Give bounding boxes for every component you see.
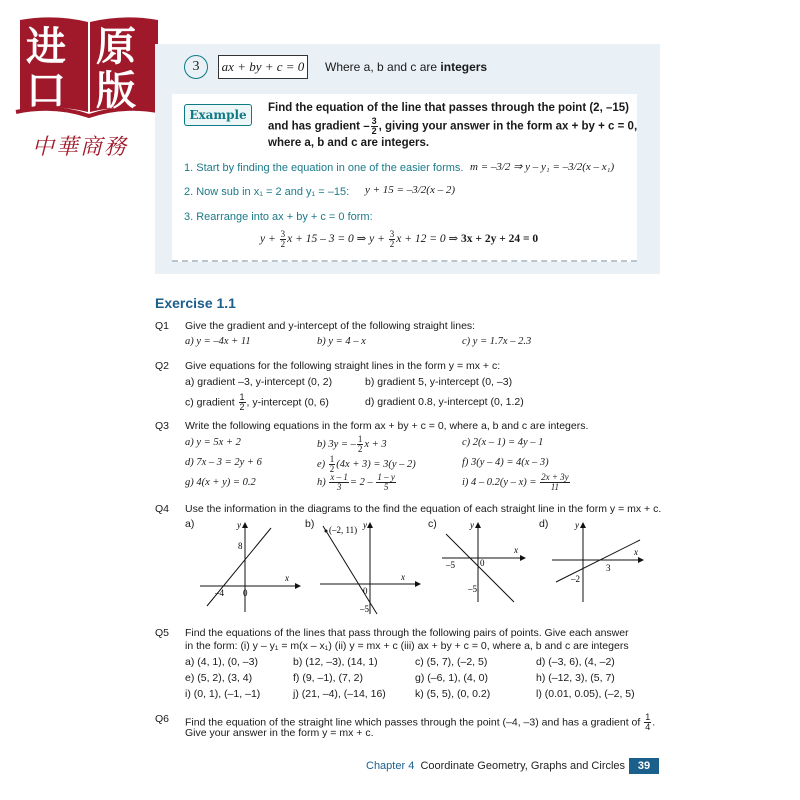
example-step-2-math: y + 15 = –3/2(x – 2): [365, 184, 455, 196]
svg-text:–2: –2: [571, 574, 580, 584]
q1-text: Give the gradient and y-intercept of the following straight lines:: [185, 320, 476, 332]
example-line-3: where a, b and c are integers.: [268, 137, 430, 149]
q3-answer-g: g) 4(x + y) = 0.2: [185, 477, 256, 488]
example-step-3: 3. Rearrange into ax + by + c = 0 form:: [184, 211, 373, 223]
q5-answer-i: i) (0, 1), (–1, –1): [185, 688, 261, 700]
logo-char-3: 口: [26, 68, 66, 113]
q4-text: Use the information in the diagrams to the find the equation of each straight line in the form y = mx + c.: [185, 503, 662, 515]
q3-answer-e: e) $\frac{1}{2}$ (4x + 3) = 3(y – 2): [317, 454, 416, 474]
q5-text-1: Find the equations of the lines that pass through the following pairs of points. Give each answer: [185, 627, 629, 639]
publisher-name: 中華商務: [32, 135, 129, 160]
q1-answer-a: a) y = –4x + 11: [185, 336, 251, 347]
q4-label-b: b): [305, 518, 315, 530]
q5-answer-a: a) (4, 1), (0, –3): [185, 656, 258, 668]
q3-answer-c: c) 2(x – 1) = 4y – 1: [462, 437, 544, 448]
q3-answer-d: d) 7x – 3 = 2y + 6: [185, 457, 262, 468]
logo-char-1: 进: [26, 24, 66, 69]
svg-text:–5: –5: [446, 560, 455, 570]
q5-answer-k: k) (5, 5), (0, 0.2): [415, 688, 491, 700]
q5-text-2: in the form: (i) y – y₁ = m(x – x₁) (ii) y = mx + c (iii) ax + by + c = 0, where a, b and c are integers: [185, 640, 629, 652]
q5-answer-d: d) (–3, 6), (4, –2): [536, 656, 615, 668]
q3-answer-f: f) 3(y – 4) = 4(x – 3): [462, 457, 549, 468]
q3-answer-b: b) 3y = – $\frac{1}{2}$ x + 3: [317, 434, 387, 454]
q6-text-2: Give your answer in the form y = mx + c.: [185, 727, 374, 739]
q4-label-d: d): [539, 518, 549, 530]
svg-text:x: x: [285, 573, 289, 583]
example-badge: Example: [184, 104, 252, 126]
q3-answer-i: i) 4 – 0.2(y – x) = $\frac{2x + 3y}{11}$: [462, 472, 569, 492]
q2-answer-a: a) gradient –3, y-intercept (0, 2): [185, 376, 333, 388]
page-number: 39: [629, 758, 659, 774]
q3-answer-a: a) y = 5x + 2: [185, 437, 241, 448]
q5-number: Q5: [155, 627, 170, 639]
q4-diagram-a: [195, 520, 305, 615]
q1-answer-b: b) y = 4 – x: [317, 336, 366, 347]
q5-answer-h: h) (–12, 3), (5, 7): [536, 672, 615, 684]
q2-number: Q2: [155, 360, 170, 372]
svg-text:x: x: [401, 572, 405, 582]
q5-answer-e: e) (5, 2), (3, 4): [185, 672, 253, 684]
svg-text:0: 0: [480, 558, 485, 568]
q5-answer-b: b) (12, –3), (14, 1): [293, 656, 378, 668]
svg-text:y: y: [237, 520, 241, 530]
q6-text-1: Find the equation of the straight line which passes through the point (–4, –3) and has a gradient of $\frac{1}{4}$ .: [185, 712, 656, 732]
q4-label-a: a): [185, 518, 195, 530]
example-step-1-math: m = –3/2 ⇒ y – y₁ = –3/2(x – x₁): [470, 161, 615, 173]
example-line-1: Find the equation of the line that passes through the point (2, –15): [268, 102, 629, 114]
method-note: Where a, b and c are integers: [325, 60, 488, 74]
q4-diagram-c: [440, 520, 535, 605]
logo-char-4: 版: [96, 68, 136, 113]
method-equation: ax + by + c = 0: [218, 55, 308, 79]
example-final-equation: y + $\frac{3}{2}$ x + 15 – 3 = 0 ⇒ y + $\frac{3}{2}$ x + 12 = 0 ⇒ 3x + 2y + 24 = 0: [260, 229, 539, 249]
footer-chapter: Chapter 4 Coordinate Geometry, Graphs and Circles: [366, 760, 626, 772]
q4-number: Q4: [155, 503, 170, 515]
svg-text:y: y: [575, 520, 579, 530]
svg-text:(–2, 11): (–2, 11): [329, 525, 358, 535]
method-number: 3: [184, 55, 208, 79]
q1-number: Q1: [155, 320, 170, 332]
q4-diagram-d: [548, 520, 648, 605]
svg-text:0: 0: [243, 588, 248, 598]
svg-text:x: x: [514, 545, 518, 555]
example-step-1: 1. Start by finding the equation in one of the easier forms.: [184, 162, 464, 174]
exercise-title: Exercise 1.1: [155, 295, 236, 311]
q2-answer-d: d) gradient 0.8, y-intercept (0, 1.2): [365, 396, 524, 408]
svg-text:3: 3: [606, 563, 611, 573]
q3-answer-h: h) $\frac{x - 1}{3}$ = 2 – $\frac{1 - y}{5}$: [317, 472, 395, 492]
q5-answer-j: j) (21, –4), (–14, 16): [293, 688, 386, 700]
q5-answer-l: l) (0.01, 0.05), (–2, 5): [536, 688, 635, 700]
q3-number: Q3: [155, 420, 170, 432]
svg-text:8: 8: [238, 541, 243, 551]
example-line-2: and has gradient – $\frac{3}{2}$ , giving your answer in the form ax + by + c = 0,: [268, 116, 638, 136]
logo-char-2: 原: [96, 24, 136, 69]
q4-label-c: c): [428, 518, 437, 530]
q4-diagram-b: [315, 520, 425, 615]
q2-text: Give equations for the following straight lines in the form y = mx + c:: [185, 360, 501, 372]
q6-number: Q6: [155, 713, 170, 725]
svg-text:–4: –4: [215, 588, 224, 598]
q5-answer-f: f) (9, –1), (7, 2): [293, 672, 364, 684]
q2-answer-c: c) gradient $\frac{1}{2}$ , y-intercept (0, 6): [185, 392, 329, 412]
svg-text:y: y: [363, 520, 367, 530]
svg-text:x: x: [634, 547, 638, 557]
example-step-2: 2. Now sub in x₁ = 2 and y₁ = –15:: [184, 186, 350, 198]
svg-text:–5: –5: [468, 584, 477, 594]
q2-answer-b: b) gradient 5, y-intercept (0, –3): [365, 376, 513, 388]
q3-text: Write the following equations in the form ax + by + c = 0, where a, b and c are integers.: [185, 420, 589, 432]
svg-text:y: y: [470, 520, 474, 530]
q1-answer-c: c) y = 1.7x – 2.3: [462, 336, 532, 347]
svg-text:–5: –5: [360, 604, 369, 614]
svg-text:0: 0: [363, 586, 368, 596]
q5-answer-g: g) (–6, 1), (4, 0): [415, 672, 488, 684]
publisher-logo: [14, 12, 164, 120]
q5-answer-c: c) (5, 7), (–2, 5): [415, 656, 488, 668]
